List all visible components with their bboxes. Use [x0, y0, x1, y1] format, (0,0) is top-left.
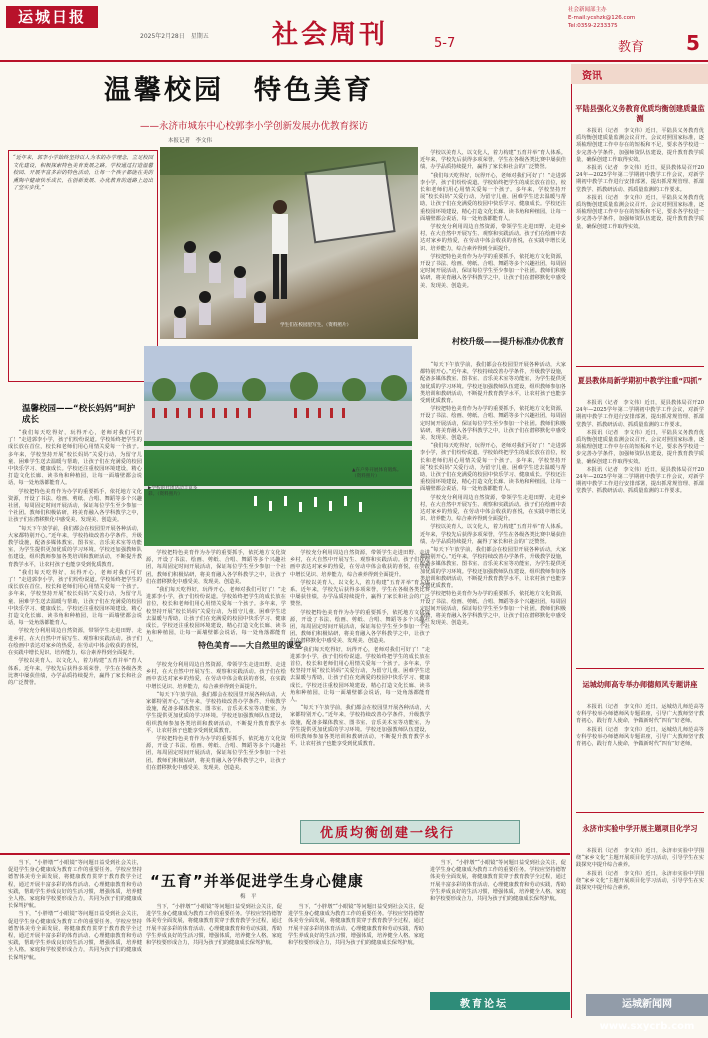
- right-column-body: [420, 150, 566, 334]
- mid-column-body: [146, 550, 286, 644]
- photo3-caption: ▶学校的社团活动丰富多彩。（资料照片）: [148, 486, 198, 498]
- sidebar-divider: [576, 366, 704, 367]
- right-b-para: “每天下午放学前，我们都会在校园里开展各种活动，大家都特别开心。”近年来，学校持续改善办学条件，升级教学设施，配备多媒体教室、图书室、音乐美术室等功能室，为学生提供更加优质的学习环境。学校还加强教师队伍建设，组织教师参加各类培训和教研活动，不断提升教育教学水平，让农村孩子也能享受到优质教育。: [420, 362, 566, 405]
- bottom-author: 梅 平: [240, 894, 257, 900]
- right-body-para-2: “我们每天吃得好，玩得开心，老师对我们可好了！”走进郭李小学，孩子们纷纷说道。学校始终把学生的成长放在首位，校长和老师们用心用情关爱每一个孩子。多年来，学校坚持开展“校长妈妈”关爱行动，为留守儿童、困难学生送去温暖与帮助，让孩子们在充满爱的校园中快乐学习、健康成长。学校还注重校园环境建设，精心打造文化长廊、读书角和种植园，让每一面墙壁都会说话，每一处角落都能育人。: [420, 172, 566, 222]
- section-title: 社会周刊: [272, 20, 389, 50]
- education-forum-label: 教育论坛: [460, 999, 508, 1010]
- sidebar-divider: [576, 812, 704, 813]
- sidebar-item-2-para: 本报讯（记者 李文伟）近日，运城幼儿师范高等专科学校举办师德师风专题讲座，引导广大教师坚守教育初心，践行育人使命，争做新时代“四有”好老师。: [576, 704, 704, 725]
- sidebar-item-body: [576, 128, 704, 358]
- right-b-para-5: 学校以美育人、以文化人，着力构建“五育并举”育人体系。近年来，学校先后获得多项荣誉，学生在各级各类比赛中屡获佳绩，办学品质持续提升，赢得了家长和社会的广泛赞誉。: [420, 524, 566, 545]
- mid-body-para: 学校把特色美育作为办学的重要抓手，依托地方文化资源，开设了书法、绘画、剪纸、合唱、舞蹈等多个兴趣社团，每周固定时间开展活动，保证每位学生至少参加一个社团。教师们积极钻研，将美育融入各学科教学之中，让孩子们在潜移默化中感受美、发现美、创造美。: [146, 550, 286, 585]
- sidebar-item-body: [576, 704, 704, 804]
- sidebar-item-heading: 永济市实验中学开展主题项目化学习: [582, 824, 698, 833]
- sidebar-item-body: [576, 848, 704, 990]
- sidebar-item-body: [576, 400, 704, 662]
- photo1-caption: 学生们在校园里写生。（资料照片）: [280, 323, 352, 328]
- mid-section-heading: 特色美育——大自然里的课堂: [198, 641, 302, 650]
- mid-b-para-4: “我们每天吃得好，玩得开心，老师对我们可好了！”走进郭李小学，孩子们纷纷说道。学校始终把学生的成长放在首位，校长和老师们用心用情关爱每一个孩子。多年来，学校坚持开展“校长妈妈”关爱行动，为留守儿童、困难学生送去温暖与帮助，让孩子们在充满爱的校园中快乐学习、健康成长。学校还注重校园环境建设，精心打造文化长廊、读书角和种植园，让每一面墙壁都会说话，每一处角落都能育人。: [290, 646, 430, 704]
- left-column-body: [8, 430, 142, 850]
- bottom-para-4: 当下，“小胖墩”“小眼镜”等问题日益受到社会关注，促进学生身心健康成为教育工作的重要任务。学校应坚持德智体美劳全面发展，将健康教育贯穿于教育教学全过程，通过开展丰富多彩的体育活动、心理健康教育和劳动实践，帮助学生养成良好的生活习惯，增强体质，培养健全人格。家庭和学校要形成合力，共同为孩子们的健康成长保驾护航。: [430, 860, 566, 903]
- sidebar-item-3-para: 本报讯（记者 李文伟）近日，永济市实验中学围绕“家乡文化”主题开展项目化学习活动，引导学生在实践探究中提升综合素养。: [576, 848, 704, 869]
- main-subheadline: ——永济市城东中心校郭李小学创新发展办优教育探访: [140, 121, 369, 132]
- right-b-para-3: “我们每天吃得好，玩得开心，老师对我们可好了！”走进郭李小学，孩子们纷纷说道。学校始终把学生的成长放在首位，校长和老师们用心用情关爱每一个孩子。多年来，学校坚持开展“校长妈妈”关爱行动，为留守儿童、困难学生送去温暖与帮助，让孩子们在充满爱的校园中快乐学习、健康成长。学校还注重校园环境建设，精心打造文化长廊、读书角和种植园，让每一面墙壁都会说话，每一处角落都能育人。: [420, 443, 566, 493]
- mid-b-para: 学校充分利用周边自然资源，带领学生走进田野、走进乡村，在大自然中开展写生、观察和实践活动。孩子们在绘画中表达对家乡的热爱，在劳动中体会收获的喜悦，在实践中增长见识、培养能力，综合素养得到全面提升。: [290, 550, 430, 578]
- sidebar-item-heading: 夏县教体局新学期初中教学注重“四抓”: [577, 376, 703, 385]
- masthead: [0, 0, 708, 62]
- bottom-para-1b: 当下，“小胖墩”“小眼镜”等问题日益受到社会关注，促进学生身心健康成为教育工作的重要任务。学校应坚持德智体美劳全面发展，将健康教育贯穿于教育教学全过程，通过开展丰富多彩的体育活动、心理健康教育和劳动实践，帮助学生养成良好的生活习惯，增强体质，培养健全人格。家庭和学校要形成合力，共同为孩子们的健康成长保驾护航。: [8, 911, 142, 961]
- left-body-para-4: “我们每天吃得好，玩得开心，老师对我们可好了！”走进郭李小学，孩子们纷纷说道。学校始终把学生的成长放在首位，校长和老师们用心用情关爱每一个孩子。多年来，学校坚持开展“校长妈妈”关爱行动，为留守儿童、困难学生送去温暖与帮助，让孩子们在充满爱的校园中快乐学习、健康成长。学校还注重校园环境建设，精心打造文化长廊、读书角和种植园，让每一面墙壁都会说话，每一处角落都能育人。: [8, 569, 142, 627]
- page-number: 5: [686, 31, 700, 55]
- main-byline: 本报记者 李文伟: [168, 138, 213, 144]
- left-section-heading: 温馨校园——“校长妈妈”呵护成长: [22, 404, 136, 425]
- contact-dept: 社会新闻部主办: [568, 7, 607, 13]
- photo-outdoor-exercise: [144, 346, 412, 546]
- column-banner-text: 优质均衡创建一线行: [320, 826, 456, 841]
- bottom-body-col3: [288, 904, 424, 1014]
- mid-column-body-c: [146, 662, 286, 848]
- left-body-para: “我们每天吃得好，玩得开心，老师对我们可好了！”走进郭李小学，孩子们纷纷说道。学校始终把学生的成长放在首位，校长和老师们用心用情关爱每一个孩子。多年来，学校坚持开展“校长妈妈”关爱行动，为留守儿童、困难学生送去温暖与帮助，让孩子们在充满爱的校园中快乐学习、健康成长。学校还注重校园环境建设，精心打造文化长廊、读书角和种植园，让每一面墙壁都会说话，每一处角落都能育人。: [8, 430, 142, 487]
- sidebar-item-2-para-2: 本报讯（记者 李文伟）近日，运城幼儿师范高等专科学校举办师德师风专题讲座，引导广大教师坚守教育初心，践行育人使命，争做新时代“四有”好老师。: [576, 726, 704, 748]
- mid-c-para: 学校充分利用周边自然资源，带领学生走进田野、走进乡村，在大自然中开展写生、观察和实践活动。孩子们在绘画中表达对家乡的热爱，在劳动中体会收获的喜悦，在实践中增长见识、培养能力，综合素养得到全面提升。: [146, 662, 286, 690]
- sidebar-item-heading: 运城幼师高专举办师德师风专题讲座: [582, 680, 698, 689]
- bottom-body-col1: [8, 860, 142, 1014]
- right-column-body-b: [420, 362, 566, 816]
- bottom-para-3: 当下，“小胖墩”“小眼镜”等问题日益受到社会关注，促进学生身心健康成为教育工作的重要任务。学校应坚持德智体美劳全面发展，将健康教育贯穿于教育教学全过程，通过开展丰富多彩的体育活动、心理健康教育和劳动实践，帮助学生养成良好的生活习惯，增强体质，培养健全人格。家庭和学校要形成合力，共同为孩子们的健康成长保驾护航。: [288, 904, 424, 947]
- left-body-para-6: 学校以美育人、以文化人，着力构建“五育并举”育人体系。近年来，学校先后获得多项荣誉，学生在各级各类比赛中屡获佳绩，办学品质持续提升，赢得了家长和社会的广泛赞誉。: [8, 658, 142, 686]
- intro-box: [8, 150, 158, 382]
- mid-b-para-2: 学校以美育人、以文化人，着力构建“五育并举”育人体系。近年来，学校先后获得多项荣誉，学生在各级各类比赛中屡获佳绩，办学品质持续提升，赢得了家长和社会的广泛赞誉。: [290, 579, 430, 608]
- sidebar-item-3-para-2: 本报讯（记者 李文伟）近日，永济市实验中学围绕“家乡文化”主题开展项目化学习活动，引导学生在实践探究中提升综合素养。: [576, 870, 704, 892]
- contact-info: [568, 6, 635, 30]
- mid-column-body-b: [290, 550, 430, 818]
- contact-tel: Tel:0359-2233375: [568, 23, 618, 29]
- mid-b-para-3: 学校把特色美育作为办学的重要抓手，依托地方文化资源，开设了书法、绘画、剪纸、合唱、舞蹈等多个兴趣社团，每周固定时间开展活动，保证每位学生至少参加一个社团。教师们积极钻研，将美育融入各学科教学之中，让孩子们在潜移默化中感受美、发现美、创造美。: [290, 609, 430, 645]
- sidebar-item-0-para-3: 本报讯（记者 李文伟）近日，平陆县义务教育优质均衡创建质量监测会议召开。会议对照国家标准，逐项梳理创建工作中存在的短板和不足，要求各学校进一步完善办学条件，加强师资队伍建设，提升教育教学质量，确保创建工作取得实效。: [576, 194, 704, 230]
- right-b-para-4: 学校充分利用周边自然资源，带领学生走进田野、走进乡村，在大自然中开展写生、观察和实践活动。孩子们在绘画中表达对家乡的热爱，在劳动中体会收获的喜悦，在实践中增长见识、培养能力，综合素养得到全面提升。: [420, 494, 566, 523]
- left-body-para-2: 学校把特色美育作为办学的重要抓手，依托地方文化资源，开设了书法、绘画、剪纸、合唱、舞蹈等多个兴趣社团，每周固定时间开展活动，保证每位学生至少参加一个社团。教师们积极钻研，将美育融入各学科教学之中，让孩子们在潜移默化中感受美、发现美、创造美。: [8, 488, 142, 524]
- page-range: 5-7: [434, 36, 456, 51]
- sidebar-item-heading: 平陆县强化义务教育优质均衡创建质量监测: [575, 104, 705, 123]
- newspaper-logo: 运城日报: [6, 6, 98, 28]
- site-watermark: 运城新闻网 www.sxycrb.com: [586, 994, 708, 1016]
- photo-students-sketching: [160, 147, 418, 339]
- right-section-heading: 村校升级——提升标准办优教育: [452, 337, 564, 346]
- main-headline: 温馨校园 特色美育: [104, 75, 374, 106]
- photo2-illustration: [144, 346, 412, 546]
- sidebar-item-1-para: 本报讯（记者 李文伟）近日，夏县教体局召开2024年—2025学年第二学期初中教学工作会议，对新学期初中教学工作进行安排部署，提出抓常规管理、抓课堂教学、抓教研活动、抓质量监测的工作要求。: [576, 400, 704, 428]
- bottom-body-col4: [430, 860, 566, 988]
- right-b-para-6: “每天下午放学前，我们都会在校园里开展各种活动，大家都特别开心。”近年来，学校持续改善办学条件，升级教学设施，配备多媒体教室、图书室、音乐美术室等功能室，为学生提供更加优质的学习环境。学校还加强教师队伍建设，组织教师参加各类培训和教研活动，不断提升教育教学水平，让农村孩子也能享受到优质教育。: [420, 547, 566, 590]
- right-body-para-4: 学校把特色美育作为办学的重要抓手，依托地方文化资源，开设了书法、绘画、剪纸、合唱、舞蹈等多个兴趣社团，每周固定时间开展活动，保证每位学生至少参加一个社团。教师们积极钻研，将美育融入各学科教学之中，让孩子们在潜移默化中感受美、发现美、创造美。: [420, 253, 566, 289]
- photo2-caption: ▲在户外开展体育锻炼。（资料照片）: [352, 468, 402, 480]
- right-b-para-7: 学校把特色美育作为办学的重要抓手，依托地方文化资源，开设了书法、绘画、剪纸、合唱、舞蹈等多个兴趣社团，每周固定时间开展活动，保证每位学生至少参加一个社团。教师们积极钻研，将美育融入各学科教学之中，让孩子们在潜移默化中感受美、发现美、创造美。: [420, 591, 566, 627]
- sidebar-label: 资讯: [582, 71, 602, 82]
- left-body-para-5: 学校充分利用周边自然资源，带领学生走进田野、走进乡村，在大自然中开展写生、观察和实践活动。孩子们在绘画中表达对家乡的热爱，在劳动中体会收获的喜悦，在实践中增长见识、培养能力，综合素养得到全面提升。: [8, 628, 142, 657]
- photo1-illustration: [160, 147, 418, 339]
- left-body-para-3: “每天下午放学前，我们都会在校园里开展各种活动，大家都特别开心。”近年来，学校持续改善办学条件，升级教学设施，配备多媒体教室、图书室、音乐美术室等功能室，为学生提供更加优质的学习环境。学校还加强教师队伍建设，组织教师参加各类培训和教研活动，不断提升教育教学水平，让农村孩子也能享受到优质教育。: [8, 525, 142, 568]
- mid-c-para-3: 学校把特色美育作为办学的重要抓手，依托地方文化资源，开设了书法、绘画、剪纸、合唱、舞蹈等多个兴趣社团，每周固定时间开展活动，保证每位学生至少参加一个社团。教师们积极钻研，将美育融入各学科教学之中，让孩子们在潜移默化中感受美、发现美、创造美。: [146, 736, 286, 771]
- right-b-para-2: 学校把特色美育作为办学的重要抓手，依托地方文化资源，开设了书法、绘画、剪纸、合唱、舞蹈等多个兴趣社团，每周固定时间开展活动，保证每位学生至少参加一个社团。教师们积极钻研，将美育融入各学科教学之中，让孩子们在潜移默化中感受美、发现美、创造美。: [420, 406, 566, 442]
- right-body-para: 学校以美育人、以文化人，着力构建“五育并举”育人体系。近年来，学校先后获得多项荣誉，学生在各级各类比赛中屡获佳绩，办学品质持续提升，赢得了家长和社会的广泛赞誉。: [420, 150, 566, 171]
- edition-label: 教育: [618, 40, 645, 55]
- issue-date: 2025年2月28日 星期五: [140, 33, 209, 40]
- sidebar-item-0-para: 本报讯（记者 李文伟）近日，平陆县义务教育优质均衡创建质量监测会议召开。会议对照国家标准，逐项梳理创建工作中存在的短板和不足，要求各学校进一步完善办学条件，加强师资队伍建设，提升教育教学质量，确保创建工作取得实效。: [576, 128, 704, 163]
- sidebar-item-1-para-2: 本报讯（记者 李文伟）近日，平陆县义务教育优质均衡创建质量监测会议召开。会议对照国家标准，逐项梳理创建工作中存在的短板和不足，要求各学校进一步完善办学条件，加强师资队伍建设，提升教育教学质量，确保创建工作取得实效。: [576, 429, 704, 465]
- bottom-headline: “五育”并举促进学生身心健康: [150, 872, 364, 890]
- sidebar-divider: [576, 668, 704, 669]
- mid-c-para-2: “每天下午放学前，我们都会在校园里开展各种活动，大家都特别开心。”近年来，学校持续改善办学条件，升级教学设施，配备多媒体教室、图书室、音乐美术室等功能室，为学生提供更加优质的学习环境。学校还加强教师队伍建设，组织教师参加各类培训和教研活动，不断提升教育教学水平，让农村孩子也能享受到优质教育。: [146, 691, 286, 734]
- mid-body-para-2: “我们每天吃得好，玩得开心，老师对我们可好了！”走进郭李小学，孩子们纷纷说道。学校始终把学生的成长放在首位，校长和老师们用心用情关爱每一个孩子。多年来，学校坚持开展“校长妈妈”关爱行动，为留守儿童、困难学生送去温暖与帮助，让孩子们在充满爱的校园中快乐学习、健康成长。学校还注重校园环境建设，精心打造文化长廊、读书角和种植园，让每一面墙壁都会说话，每一处角落都能育人。: [146, 587, 286, 644]
- sidebar-item-1-para-3: 本报讯（记者 李文伟）近日，夏县教体局召开2024年—2025学年第二学期初中教学工作会议，对新学期初中教学工作进行安排部署，提出抓常规管理、抓课堂教学、抓教研活动、抓质量监测的工作要求。: [576, 466, 704, 495]
- intro-text: “近年来，郭李小学始终坚持以人为本的办学理念，立足校园文化建设，积极探索特色美育发展之路。学校通过打造温馨校园、开展丰富多彩的特色活动，让每一个孩子都能在美的熏陶中健康快乐成长，在创新发展、办优教育的道路上迈出了坚实步伐。”: [13, 155, 153, 192]
- bottom-body-col2: [146, 904, 282, 1014]
- bottom-para-1: 当下，“小胖墩”“小眼镜”等问题日益受到社会关注，促进学生身心健康成为教育工作的重要任务。学校应坚持德智体美劳全面发展，将健康教育贯穿于教育教学全过程，通过开展丰富多彩的体育活动、心理健康教育和劳动实践，帮助学生养成良好的生活习惯，增强体质，培养健全人格。家庭和学校要形成合力，共同为孩子们的健康成长保驾护航。: [8, 860, 142, 910]
- right-body-para-3: 学校充分利用周边自然资源，带领学生走进田野、走进乡村，在大自然中开展写生、观察和实践活动。孩子们在绘画中表达对家乡的热爱，在劳动中体会收获的喜悦，在实践中增长见识、培养能力，综合素养得到全面提升。: [420, 224, 566, 252]
- contact-email: E-mail:ycshzk@126.com: [568, 15, 636, 21]
- bottom-para-2: 当下，“小胖墩”“小眼镜”等问题日益受到社会关注，促进学生身心健康成为教育工作的重要任务。学校应坚持德智体美劳全面发展，将健康教育贯穿于教育教学全过程，通过开展丰富多彩的体育活动、心理健康教育和劳动实践，帮助学生养成良好的生活习惯，增强体质，培养健全人格。家庭和学校要形成合力，共同为孩子们的健康成长保驾护航。: [146, 904, 282, 947]
- sidebar-item-0-para-2: 本报讯（记者 李文伟）近日，夏县教体局召开2024年—2025学年第二学期初中教学工作会议，对新学期初中教学工作进行安排部署，提出抓常规管理、抓课堂教学、抓教研活动、抓质量监测的工作要求。: [576, 165, 704, 193]
- mid-b-para-5: “每天下午放学前，我们都会在校园里开展各种活动，大家都特别开心。”近年来，学校持续改善办学条件，升级教学设施，配备多媒体教室、图书室、音乐美术室等功能室，为学生提供更加优质的学习环境。学校还加强教师队伍建设，组织教师参加各类培训和教研活动，不断提升教育教学水平，让农村孩子也能享受到优质教育。: [290, 705, 430, 748]
